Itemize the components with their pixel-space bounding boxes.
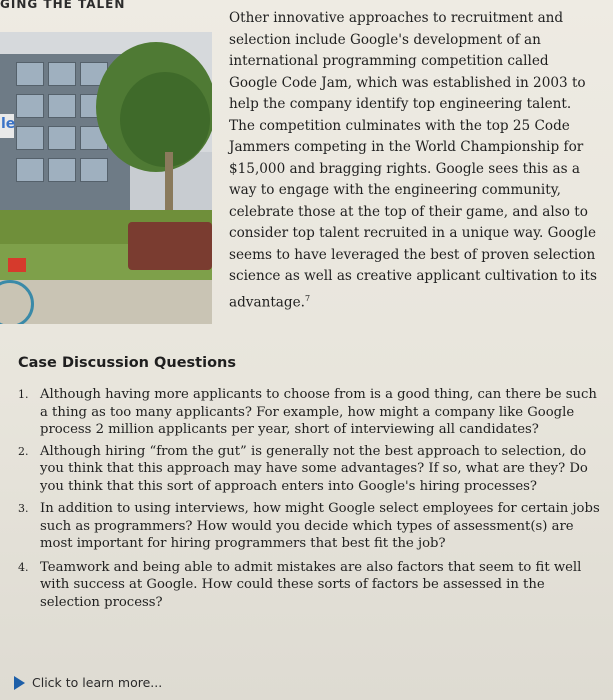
play-arrow-icon: [14, 676, 25, 690]
question-4: 4. Teamwork and being able to admit mistakes are also factors that seem to fit well with success at Google. How could these sorts of factors be assessed in the selection process?: [18, 559, 582, 610]
body-paragraph: Other innovative approaches to recruitment and selection include Google's development of an international programming competition called Google Code Jam, which was established in 2003 to help the company identify top engineering talent. The competition culminates with the top 25 Code Jammers competing in the World Championship for $15,000 and bragging rights. Google sees this as a way to engage with the engineering community, celebrate those at the top of their game, and also to consider top talent recruited in a unique way. Google seems to have leveraged the best of proven selection science as well as creative applicant cultivation to its advantage.$^7$: [229, 10, 597, 311]
case-discussion-heading: Case Discussion Questions: [18, 355, 236, 371]
planter: [128, 222, 212, 270]
questions-list: [18, 386, 600, 611]
google-campus-photo: [0, 32, 212, 324]
click-to-learn-more-link[interactable]: Click to learn more...: [32, 675, 162, 690]
google-sign-letters: le: [1, 116, 16, 132]
question-3: 3. In addition to using interviews, how might Google select employees for certain jobs such as programmers? How would you decide which types of assessment(s) are most important for hiring programmers that best fit the job?: [18, 501, 600, 551]
question-1: 1. Although having more applicants to choose from is a good thing, can there be such a thing as too many applicants? For example, how might a company like Google process 2 million applicants per year, short of interviewing all candidates?: [18, 387, 597, 437]
footnote-marker: 7: [304, 293, 311, 303]
running-head: GING THE TALEN: [0, 0, 126, 11]
question-2: 2. Although hiring “from the gut” is generally not the best approach to selection, do you think that this approach may have some advantages? If so, what are they? Do you think that this sort of approach enters into Google's hiring processes?: [18, 443, 588, 494]
bicycle: [8, 258, 26, 272]
